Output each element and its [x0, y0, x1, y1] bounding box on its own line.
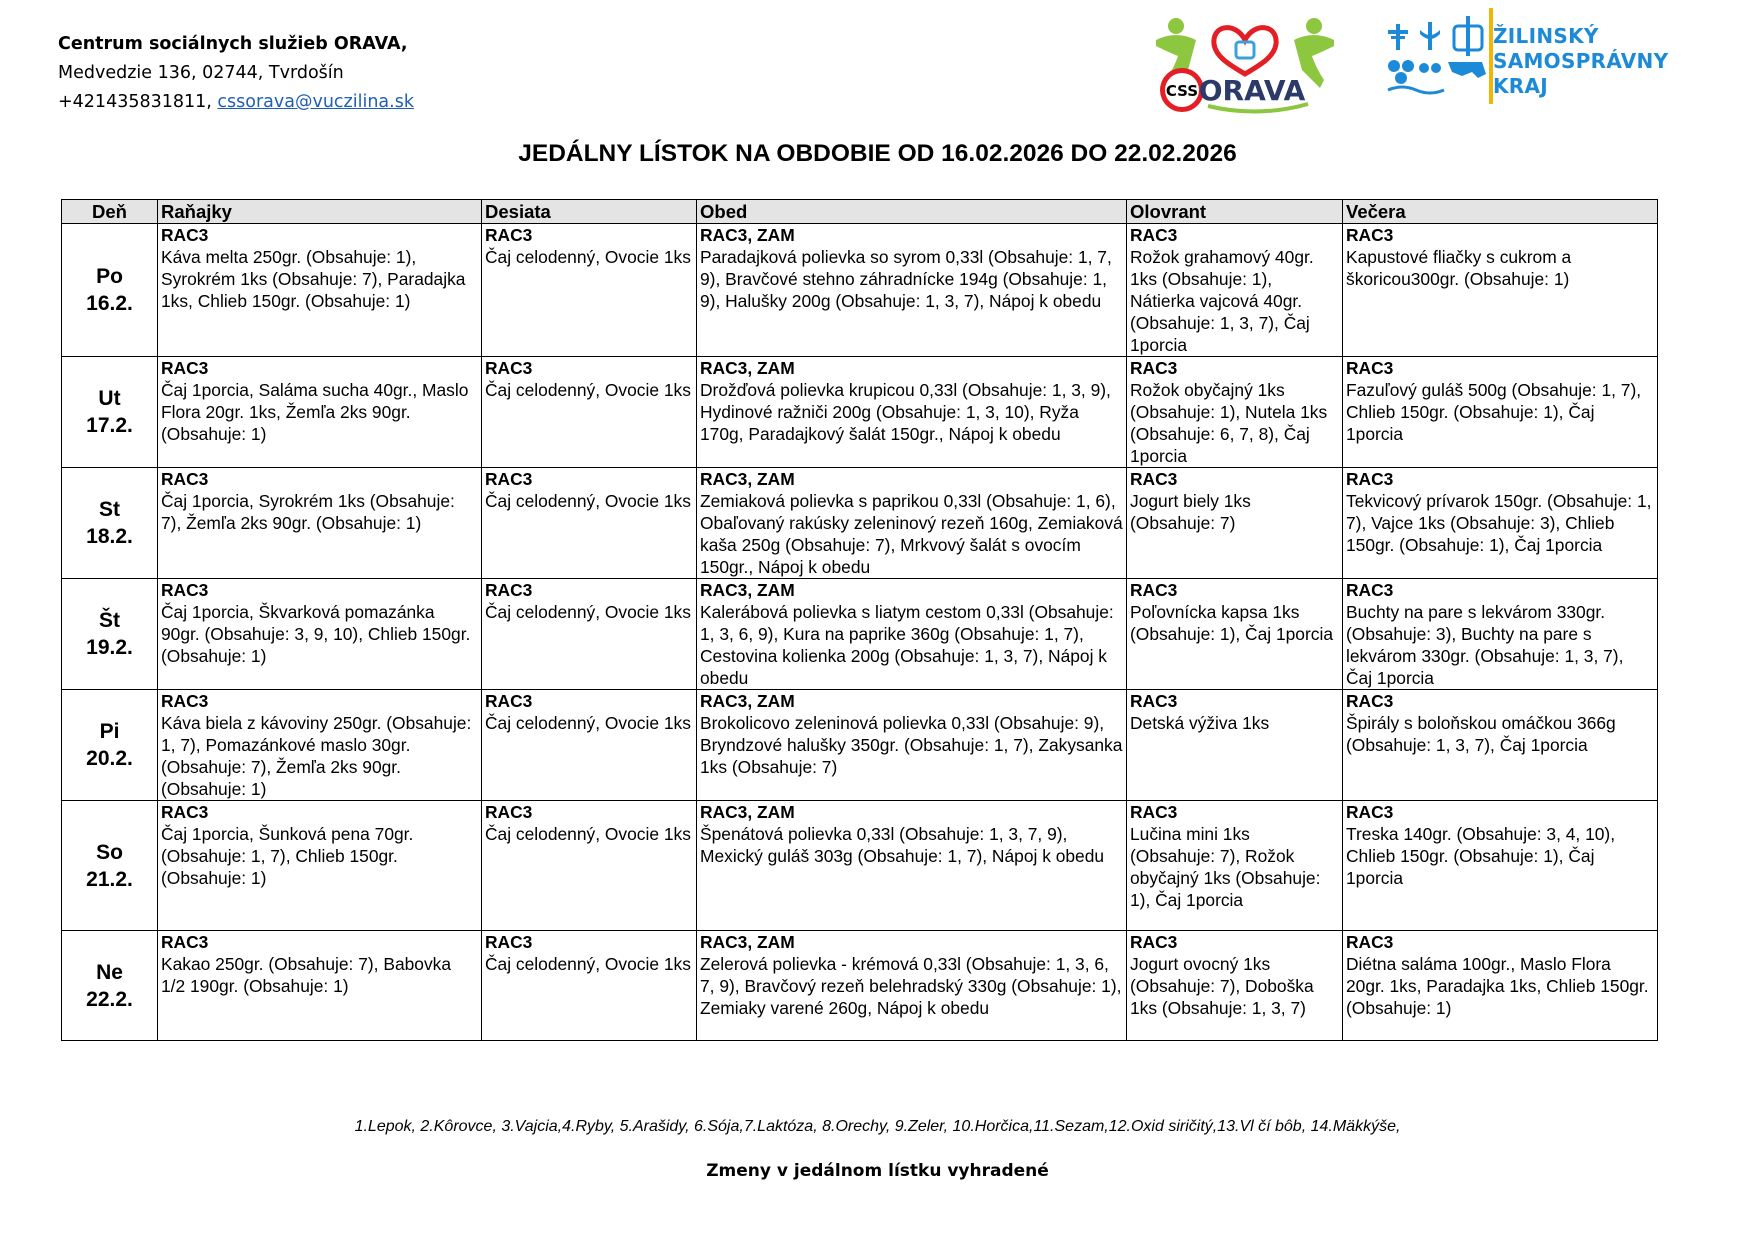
table-row: [62, 579, 1658, 690]
dinner-cell: [1343, 357, 1658, 468]
zsk-logo-line: SAMOSPRÁVNY: [1493, 49, 1669, 73]
dinner-cell: [1343, 579, 1658, 690]
lunch-cell: [697, 579, 1127, 690]
meal-description: Kakao 250gr. (Obsahuje: 7), Babovka 1/2 190gr. (Obsahuje: 1): [161, 954, 452, 996]
dinner-cell: [1343, 690, 1658, 801]
diet-code: RAC3: [1346, 691, 1394, 711]
breakfast-cell: [158, 357, 482, 468]
meal-description: Jogurt biely 1ks (Obsahuje: 7): [1130, 491, 1251, 533]
diet-code: RAC3: [1346, 932, 1394, 952]
meal-description: Kalerábová polievka s liatym cestom 0,33l (Obsahuje: 1, 3, 6, 9), Kura na paprike 360g (Obsahuje: 1, 7), Cestovina kolienka 200g (Obsahuje: 1, 3, 7), Nápoj k obedu: [700, 602, 1114, 688]
column-header-lunch: Obed: [697, 200, 1127, 224]
diet-code: RAC3: [1346, 580, 1394, 600]
menu-table-body: [62, 224, 1658, 1041]
organization-block: [58, 30, 414, 117]
afternoon-snack-cell: [1127, 931, 1343, 1041]
meal-description: Čaj 1porcia, Škvarková pomazánka 90gr. (Obsahuje: 3, 9, 10), Chlieb 150gr. (Obsahuje: 1): [161, 602, 471, 666]
diet-code: RAC3: [161, 691, 209, 711]
meal-description: Jogurt ovocný 1ks (Obsahuje: 7), Doboška 1ks (Obsahuje: 1, 3, 7): [1130, 954, 1314, 1018]
day-name: Pi: [99, 720, 120, 743]
changes-note: Zmeny v jedálnom lístku vyhradené: [706, 1161, 1049, 1181]
snack-cell: [482, 690, 697, 801]
meal-description: Čaj celodenný, Ovocie 1ks: [485, 602, 691, 622]
lunch-cell: [697, 224, 1127, 357]
column-header-day: Deň: [62, 200, 158, 224]
diet-code: RAC3, ZAM: [700, 691, 795, 711]
breakfast-cell: [158, 468, 482, 579]
table-row: [62, 931, 1658, 1041]
day-date: 19.2.: [86, 636, 133, 659]
day-name: So: [96, 840, 123, 864]
zsk-logo-line: KRAJ: [1493, 74, 1549, 98]
day-date: 16.2.: [86, 292, 133, 315]
meal-description: Čaj 1porcia, Šunková pena 70gr. (Obsahuje: 1, 7), Chlieb 150gr. (Obsahuje: 1): [161, 824, 414, 888]
weekly-menu-table: [61, 199, 1658, 1041]
organization-address: Medvedzie 136, 02744, Tvrdošín: [58, 63, 344, 83]
diet-code: RAC3: [485, 932, 533, 952]
day-name: Po: [96, 265, 123, 288]
meal-description: Káva melta 250gr. (Obsahuje: 1), Syrokrém 1ks (Obsahuje: 7), Paradajka 1ks, Chlieb 150gr. (Obsahuje: 1): [161, 247, 466, 311]
lunch-cell: [697, 801, 1127, 931]
diet-code: RAC3: [1130, 802, 1178, 822]
day-name: St: [99, 498, 120, 521]
diet-code: RAC3, ZAM: [700, 580, 795, 600]
page-title: JEDÁLNY LÍSTOK NA OBDOBIE OD 16.02.2026 DO 22.02.2026: [518, 140, 1237, 167]
meal-description: Lučina mini 1ks (Obsahuje: 7), Rožok obyčajný 1ks (Obsahuje: 1), Čaj 1porcia: [1130, 824, 1321, 910]
diet-code: RAC3: [161, 358, 209, 378]
breakfast-cell: [158, 224, 482, 357]
afternoon-snack-cell: [1127, 357, 1343, 468]
snack-cell: [482, 801, 697, 931]
meal-description: Diétna saláma 100gr., Maslo Flora 20gr. 1ks, Paradajka 1ks, Chlieb 150gr. (Obsahuje: 1): [1346, 954, 1649, 1018]
svg-text:CSS: CSS: [1165, 82, 1199, 100]
lunch-cell: [697, 690, 1127, 801]
column-header-afternoon-snack: Olovrant: [1127, 200, 1343, 224]
table-header-row: [62, 200, 1658, 224]
diet-code: RAC3: [485, 802, 533, 822]
organization-email-link[interactable]: cssorava@vuczilina.sk: [217, 92, 414, 112]
organization-phone: +421435831811,: [58, 92, 212, 112]
afternoon-snack-cell: [1127, 579, 1343, 690]
column-header-snack: Desiata: [482, 200, 697, 224]
diet-code: RAC3: [161, 469, 209, 489]
meal-description: Rožok grahamový 40gr. 1ks (Obsahuje: 1), Nátierka vajcová 40gr. (Obsahuje: 1, 3, 7), Čaj 1porcia: [1130, 247, 1314, 355]
dinner-cell: [1343, 931, 1658, 1041]
day-cell: [62, 579, 158, 690]
lunch-cell: [697, 931, 1127, 1041]
day-cell: [62, 224, 158, 357]
breakfast-cell: [158, 579, 482, 690]
meal-description: Zelerová polievka - krémová 0,33l (Obsahuje: 1, 3, 6, 7, 9), Bravčový rezeň belehradský 330g (Obsahuje: 1), Zemiaky varené 260g, Nápoj k obedu: [700, 954, 1122, 1018]
diet-code: RAC3, ZAM: [700, 932, 795, 952]
diet-code: RAC3: [1130, 932, 1178, 952]
table-row: [62, 224, 1658, 357]
table-row: [62, 801, 1658, 931]
table-row: [62, 357, 1658, 468]
meal-description: Brokolicovo zeleninová polievka 0,33l (Obsahuje: 9), Bryndzové halušky 350gr. (Obsahuje: 1, 7), Zakysanka 1ks (Obsahuje: 7): [700, 713, 1123, 777]
diet-code: RAC3: [1130, 691, 1178, 711]
day-date: 20.2.: [86, 747, 133, 770]
day-date: 18.2.: [86, 525, 133, 548]
meal-description: Čaj celodenný, Ovocie 1ks: [485, 713, 691, 733]
diet-code: RAC3, ZAM: [700, 225, 795, 245]
day-date: 17.2.: [86, 414, 133, 437]
diet-code: RAC3: [161, 225, 209, 245]
meal-description: Tekvicový prívarok 150gr. (Obsahuje: 1, 7), Vajce 1ks (Obsahuje: 3), Chlieb 150gr. (Obsahuje: 1), Čaj 1porcia: [1346, 491, 1652, 555]
meal-description: Drožďová polievka krupicou 0,33l (Obsahuje: 1, 3, 9), Hydinové ražniči 200g (Obsahuje: 1, 3, 10), Ryža 170g, Paradajkový šalát 150gr., Nápoj k obedu: [700, 380, 1111, 444]
diet-code: RAC3: [1130, 358, 1178, 378]
zsk-logo-text: [1493, 24, 1668, 99]
snack-cell: [482, 579, 697, 690]
breakfast-cell: [158, 931, 482, 1041]
column-header-breakfast: Raňajky: [158, 200, 482, 224]
meal-description: Buchty na pare s lekvárom 330gr. (Obsahuje: 3), Buchty na pare s lekvárom 330gr. (Obsahuje: 1, 3, 7), Čaj 1porcia: [1346, 602, 1624, 688]
day-cell: [62, 690, 158, 801]
diet-code: RAC3, ZAM: [700, 358, 795, 378]
meal-description: Špenátová polievka 0,33l (Obsahuje: 1, 3, 7, 9), Mexický guláš 303g (Obsahuje: 1, 7), Nápoj k obedu: [700, 824, 1105, 866]
snack-cell: [482, 931, 697, 1041]
snack-cell: [482, 468, 697, 579]
diet-code: RAC3: [1130, 469, 1178, 489]
meal-description: Špirály s boloňskou omáčkou 366g (Obsahuje: 1, 3, 7), Čaj 1porcia: [1346, 713, 1616, 755]
meal-description: Zemiaková polievka s paprikou 0,33l (Obsahuje: 1, 6), Obaľovaný rakúsky zeleninový rezeň 160g, Zemiaková kaša 250g (Obsahuje: 7), Mrkvový šalát s ovocím 150gr., Nápoj k obedu: [700, 491, 1123, 577]
table-row: [62, 690, 1658, 801]
meal-description: Kapustové fliačky s cukrom a škoricou300gr. (Obsahuje: 1): [1346, 247, 1572, 289]
meal-description: Poľovnícka kapsa 1ks (Obsahuje: 1), Čaj 1porcia: [1130, 602, 1333, 644]
meal-description: Rožok obyčajný 1ks (Obsahuje: 1), Nutela 1ks (Obsahuje: 6, 7, 8), Čaj 1porcia: [1130, 380, 1328, 466]
diet-code: RAC3, ZAM: [700, 802, 795, 822]
dinner-cell: [1343, 468, 1658, 579]
snack-cell: [482, 357, 697, 468]
snack-cell: [482, 224, 697, 357]
day-name: Ne: [96, 960, 123, 984]
day-name: Št: [99, 609, 120, 632]
meal-description: Čaj celodenný, Ovocie 1ks: [485, 247, 691, 267]
day-cell: [62, 931, 158, 1041]
diet-code: RAC3: [1346, 802, 1394, 822]
diet-code: RAC3: [485, 691, 533, 711]
organization-name: Centrum sociálnych služieb ORAVA,: [58, 34, 408, 54]
column-header-dinner: Večera: [1343, 200, 1658, 224]
diet-code: RAC3, ZAM: [700, 469, 795, 489]
allergens-legend: 1.Lepok, 2.Kôrovce, 3.Vajcia,4.Ryby, 5.Arašidy, 6.Sója,7.Laktóza, 8.Orechy, 9.Zeler, 10.Horčica,11.Sezam,12.Oxid siričitý,13.Vl čí bôb, 14.Mäkkýše,: [354, 1118, 1401, 1135]
diet-code: RAC3: [161, 932, 209, 952]
day-cell: [62, 357, 158, 468]
day-cell: [62, 801, 158, 931]
afternoon-snack-cell: [1127, 468, 1343, 579]
day-name: Ut: [98, 387, 121, 410]
afternoon-snack-cell: [1127, 690, 1343, 801]
lunch-cell: [697, 357, 1127, 468]
diet-code: RAC3: [1346, 225, 1394, 245]
organization-contact: [58, 88, 414, 117]
day-date: 21.2.: [86, 867, 133, 891]
day-date: 22.2.: [86, 987, 133, 1011]
diet-code: RAC3: [161, 802, 209, 822]
table-row: [62, 468, 1658, 579]
diet-code: RAC3: [485, 580, 533, 600]
diet-code: RAC3: [485, 358, 533, 378]
meal-description: Káva biela z kávoviny 250gr. (Obsahuje: 1, 7), Pomazánkové maslo 30gr. (Obsahuje: 7), Žemľa 2ks 90gr. (Obsahuje: 1): [161, 713, 472, 799]
lunch-cell: [697, 468, 1127, 579]
dinner-cell: [1343, 801, 1658, 931]
dinner-cell: [1343, 224, 1658, 357]
css-orava-logo: [1148, 10, 1343, 120]
diet-code: RAC3: [1346, 469, 1394, 489]
diet-code: RAC3: [1130, 225, 1178, 245]
meal-description: Čaj celodenný, Ovocie 1ks: [485, 491, 691, 511]
breakfast-cell: [158, 690, 482, 801]
diet-code: RAC3: [1130, 580, 1178, 600]
diet-code: RAC3: [1346, 358, 1394, 378]
meal-description: Čaj celodenný, Ovocie 1ks: [485, 380, 691, 400]
afternoon-snack-cell: [1127, 801, 1343, 931]
meal-description: Čaj 1porcia, Saláma sucha 40gr., Maslo Flora 20gr. 1ks, Žemľa 2ks 90gr. (Obsahuje: 1): [161, 380, 469, 444]
meal-description: Detská výživa 1ks: [1130, 713, 1270, 733]
meal-description: Čaj 1porcia, Syrokrém 1ks (Obsahuje: 7), Žemľa 2ks 90gr. (Obsahuje: 1): [161, 491, 455, 533]
meal-description: Treska 140gr. (Obsahuje: 3, 4, 10), Chlieb 150gr. (Obsahuje: 1), Čaj 1porcia: [1346, 824, 1616, 888]
afternoon-snack-cell: [1127, 224, 1343, 357]
meal-description: Paradajková polievka so syrom 0,33l (Obsahuje: 1, 7, 9), Bravčové stehno záhradnícke 194g (Obsahuje: 1, 9), Halušky 200g (Obsahuje: 1, 3, 7), Nápoj k obedu: [700, 247, 1112, 311]
meal-description: Čaj celodenný, Ovocie 1ks: [485, 954, 691, 974]
breakfast-cell: [158, 801, 482, 931]
diet-code: RAC3: [161, 580, 209, 600]
meal-description: Fazuľový guláš 500g (Obsahuje: 1, 7), Chlieb 150gr. (Obsahuje: 1), Čaj 1porcia: [1346, 380, 1642, 444]
day-cell: [62, 468, 158, 579]
meal-description: Čaj celodenný, Ovocie 1ks: [485, 824, 691, 844]
zsk-logo-line: ŽILINSKÝ: [1493, 24, 1599, 48]
diet-code: RAC3: [485, 469, 533, 489]
diet-code: RAC3: [485, 225, 533, 245]
svg-text:ORAVA: ORAVA: [1198, 74, 1306, 107]
